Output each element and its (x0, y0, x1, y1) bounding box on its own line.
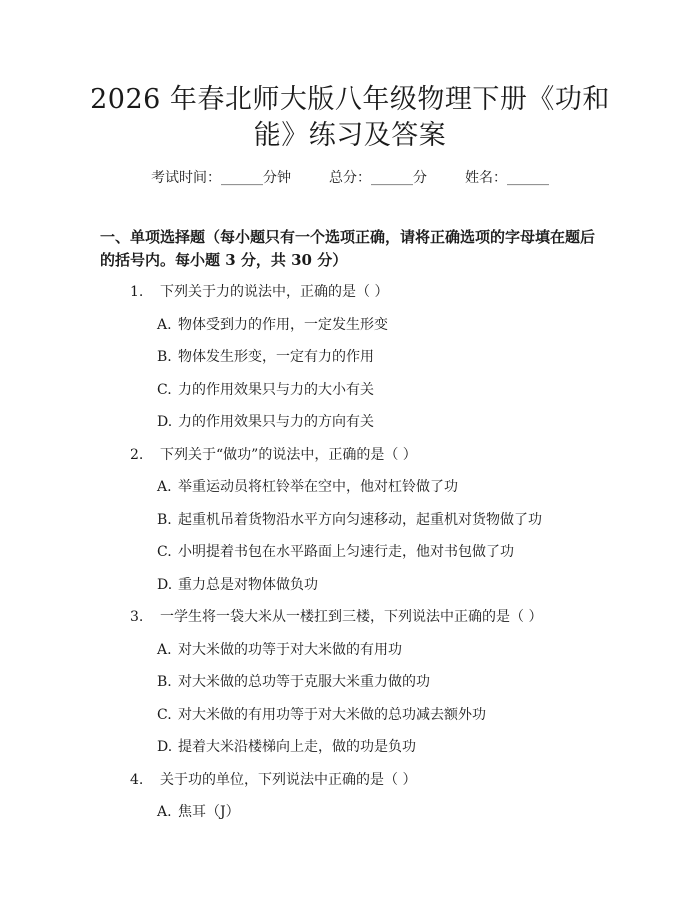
question-number: 1. (130, 284, 144, 300)
option-text: 起重机吊着货物沿水平方向匀速移动，起重机对货物做了功 (178, 511, 542, 528)
option-text: 重力总是对物体做负功 (178, 576, 318, 593)
document-title-line-2: 能》练习及答案 (253, 120, 447, 151)
option-2d (0, 569, 700, 602)
exam-time-field: 考试时间：______分钟 (151, 170, 291, 186)
option-2b (0, 504, 700, 537)
option-text: 举重运动员将杠铃举在空中，他对杠铃做了功 (178, 479, 458, 495)
document-title-line-1: 2026 年春北师大版八年级物理下册《功和 (90, 84, 610, 115)
option-letter: C. (157, 706, 172, 723)
option-letter: B. (157, 511, 172, 528)
option-letter: D. (157, 414, 173, 430)
option-letter: D. (157, 739, 173, 755)
question-number: 2. (130, 446, 144, 463)
question-list (0, 276, 700, 829)
option-letter: B. (157, 349, 172, 365)
option-letter: A. (157, 804, 172, 820)
option-text: 提着大米沿楼梯向上走，做的功是负功 (178, 739, 416, 755)
option-2c (0, 536, 700, 569)
option-text: 力的作用效果只与力的方向有关 (178, 414, 374, 430)
option-text: 力的作用效果只与力的大小有关 (178, 381, 374, 398)
question-stem: 一学生将一袋大米从一楼扛到三楼，下列说法中正确的是（ ） (160, 609, 543, 625)
option-2a (0, 471, 700, 504)
question-number: 3. (130, 609, 144, 625)
student-name-field: 姓名：______ (465, 170, 549, 186)
option-letter: A. (157, 316, 172, 333)
option-text: 焦耳（J） (178, 804, 240, 820)
option-4a (0, 796, 700, 829)
question-1 (0, 276, 700, 309)
option-3c (0, 699, 700, 732)
question-number: 4. (130, 771, 144, 788)
option-letter: C. (157, 544, 172, 560)
option-1a (0, 309, 700, 342)
option-text: 对大米做的总功等于克服大米重力做的功 (178, 674, 430, 690)
option-text: 小明提着书包在水平路面上匀速行走，他对书包做了功 (178, 544, 514, 560)
question-stem: 下列关于“做功”的说法中，正确的是（ ） (160, 446, 417, 463)
option-text: 物体受到力的作用，一定发生形变 (178, 316, 388, 333)
question-2 (0, 439, 700, 472)
option-text: 对大米做的有用功等于对大米做的总功减去额外功 (178, 706, 486, 723)
option-1d (0, 406, 700, 439)
option-3a (0, 634, 700, 667)
question-3 (0, 601, 700, 634)
question-4 (0, 764, 700, 797)
option-text: 对大米做的功等于对大米做的有用功 (178, 641, 402, 658)
option-3d (0, 731, 700, 764)
total-score-field: 总分：______分 (329, 170, 427, 186)
option-3b (0, 666, 700, 699)
option-letter: A. (157, 641, 172, 658)
option-letter: B. (157, 674, 172, 690)
exam-info (0, 168, 700, 188)
section-heading: 一、单项选择题（每小题只有一个选项正确，请将正确选项的字母填在题后的括号内。每小题 3 分，共 30 分） (100, 228, 596, 269)
option-1b (0, 341, 700, 374)
option-letter: C. (157, 381, 172, 398)
question-stem: 关于功的单位，下列说法中正确的是（ ） (160, 771, 417, 788)
option-letter: D. (157, 576, 173, 593)
question-stem: 下列关于力的说法中，正确的是（ ） (160, 284, 389, 300)
option-letter: A. (157, 479, 172, 495)
option-text: 物体发生形变，一定有力的作用 (178, 349, 374, 365)
option-1c (0, 374, 700, 407)
